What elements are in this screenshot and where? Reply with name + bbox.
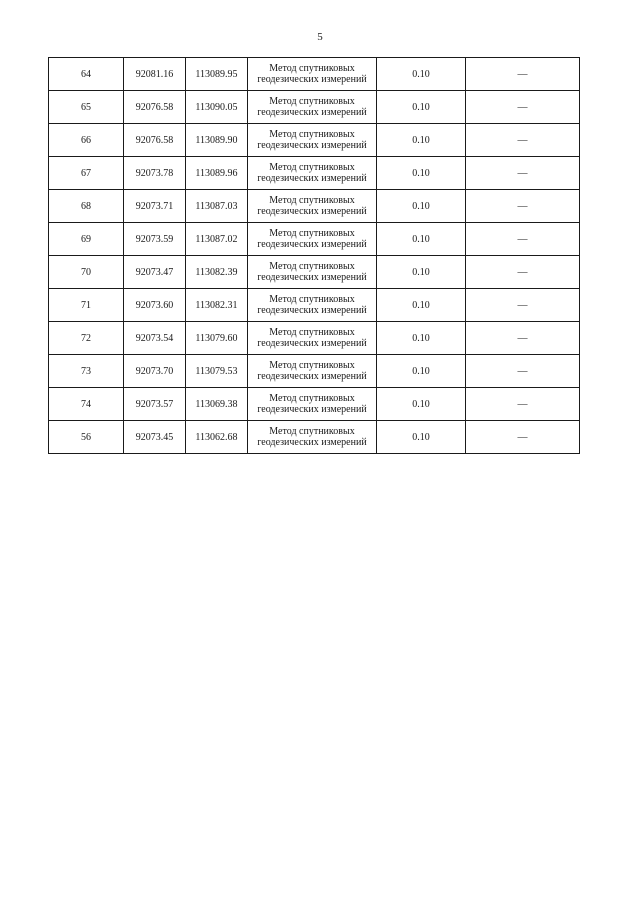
method-cell (248, 322, 377, 355)
method-line-1: Метод спутниковых (269, 195, 355, 206)
method-cell (248, 355, 377, 388)
method-line-2: геодезических измерений (257, 437, 367, 448)
method-line-2: геодезических измерений (257, 173, 367, 184)
table-row (49, 91, 580, 124)
method-line-1: Метод спутниковых (269, 63, 355, 74)
method-line-2: геодезических измерений (257, 206, 367, 217)
accuracy-cell: 0.10 (377, 388, 466, 421)
y-coordinate-cell: 113069.38 (186, 388, 248, 421)
method-cell (248, 223, 377, 256)
page-number: 5 (317, 31, 323, 43)
method-cell (248, 256, 377, 289)
coordinates-table-body (49, 58, 580, 454)
note-cell: — (466, 421, 580, 454)
point-number-cell: 64 (49, 58, 124, 91)
point-number-cell: 70 (49, 256, 124, 289)
x-coordinate-cell: 92073.45 (124, 421, 186, 454)
method-line-1: Метод спутниковых (269, 228, 355, 239)
table-row (49, 322, 580, 355)
method-line-1: Метод спутниковых (269, 393, 355, 404)
table-row (49, 157, 580, 190)
x-coordinate-cell: 92076.58 (124, 91, 186, 124)
method-line-2: геодезических измерений (257, 371, 367, 382)
x-coordinate-cell: 92073.70 (124, 355, 186, 388)
note-cell: — (466, 256, 580, 289)
table-row (49, 190, 580, 223)
table-row (49, 289, 580, 322)
method-line-1: Метод спутниковых (269, 327, 355, 338)
accuracy-cell: 0.10 (377, 355, 466, 388)
note-cell: — (466, 124, 580, 157)
coordinates-table (48, 57, 580, 454)
point-number-cell: 69 (49, 223, 124, 256)
accuracy-cell: 0.10 (377, 91, 466, 124)
method-line-1: Метод спутниковых (269, 360, 355, 371)
point-number-cell: 66 (49, 124, 124, 157)
x-coordinate-cell: 92073.59 (124, 223, 186, 256)
y-coordinate-cell: 113087.03 (186, 190, 248, 223)
y-coordinate-cell: 113082.31 (186, 289, 248, 322)
point-number-cell: 72 (49, 322, 124, 355)
x-coordinate-cell: 92073.78 (124, 157, 186, 190)
method-cell (248, 58, 377, 91)
method-line-2: геодезических измерений (257, 74, 367, 85)
note-cell: — (466, 289, 580, 322)
y-coordinate-cell: 113089.90 (186, 124, 248, 157)
x-coordinate-cell: 92073.57 (124, 388, 186, 421)
note-cell: — (466, 223, 580, 256)
method-line-1: Метод спутниковых (269, 96, 355, 107)
table-row (49, 355, 580, 388)
y-coordinate-cell: 113079.53 (186, 355, 248, 388)
y-coordinate-cell: 113082.39 (186, 256, 248, 289)
method-line-2: геодезических измерений (257, 338, 367, 349)
x-coordinate-cell: 92073.71 (124, 190, 186, 223)
method-line-1: Метод спутниковых (269, 426, 355, 437)
method-cell (248, 421, 377, 454)
accuracy-cell: 0.10 (377, 289, 466, 322)
y-coordinate-cell: 113089.95 (186, 58, 248, 91)
x-coordinate-cell: 92073.47 (124, 256, 186, 289)
method-cell (248, 388, 377, 421)
y-coordinate-cell: 113089.96 (186, 157, 248, 190)
method-line-2: геодезических измерений (257, 272, 367, 283)
table-row (49, 124, 580, 157)
point-number-cell: 65 (49, 91, 124, 124)
table-row (49, 223, 580, 256)
accuracy-cell: 0.10 (377, 124, 466, 157)
method-cell (248, 157, 377, 190)
table-row (49, 256, 580, 289)
y-coordinate-cell: 113062.68 (186, 421, 248, 454)
accuracy-cell: 0.10 (377, 421, 466, 454)
accuracy-cell: 0.10 (377, 157, 466, 190)
y-coordinate-cell: 113079.60 (186, 322, 248, 355)
x-coordinate-cell: 92073.60 (124, 289, 186, 322)
method-cell (248, 124, 377, 157)
accuracy-cell: 0.10 (377, 190, 466, 223)
point-number-cell: 67 (49, 157, 124, 190)
method-cell (248, 190, 377, 223)
method-line-1: Метод спутниковых (269, 261, 355, 272)
point-number-cell: 56 (49, 421, 124, 454)
method-line-2: геодезических измерений (257, 107, 367, 118)
table-row (49, 388, 580, 421)
point-number-cell: 68 (49, 190, 124, 223)
note-cell: — (466, 355, 580, 388)
note-cell: — (466, 388, 580, 421)
method-line-2: геодезических измерений (257, 404, 367, 415)
method-line-2: геодезических измерений (257, 239, 367, 250)
accuracy-cell: 0.10 (377, 322, 466, 355)
note-cell: — (466, 58, 580, 91)
method-line-2: геодезических измерений (257, 305, 367, 316)
note-cell: — (466, 157, 580, 190)
method-line-1: Метод спутниковых (269, 162, 355, 173)
method-cell (248, 91, 377, 124)
table-row (49, 421, 580, 454)
x-coordinate-cell: 92073.54 (124, 322, 186, 355)
x-coordinate-cell: 92076.58 (124, 124, 186, 157)
point-number-cell: 71 (49, 289, 124, 322)
accuracy-cell: 0.10 (377, 256, 466, 289)
method-line-1: Метод спутниковых (269, 294, 355, 305)
accuracy-cell: 0.10 (377, 223, 466, 256)
accuracy-cell: 0.10 (377, 58, 466, 91)
note-cell: — (466, 322, 580, 355)
note-cell: — (466, 190, 580, 223)
note-cell: — (466, 91, 580, 124)
point-number-cell: 74 (49, 388, 124, 421)
y-coordinate-cell: 113090.05 (186, 91, 248, 124)
point-number-cell: 73 (49, 355, 124, 388)
method-line-1: Метод спутниковых (269, 129, 355, 140)
x-coordinate-cell: 92081.16 (124, 58, 186, 91)
table-row (49, 58, 580, 91)
y-coordinate-cell: 113087.02 (186, 223, 248, 256)
method-line-2: геодезических измерений (257, 140, 367, 151)
method-cell (248, 289, 377, 322)
